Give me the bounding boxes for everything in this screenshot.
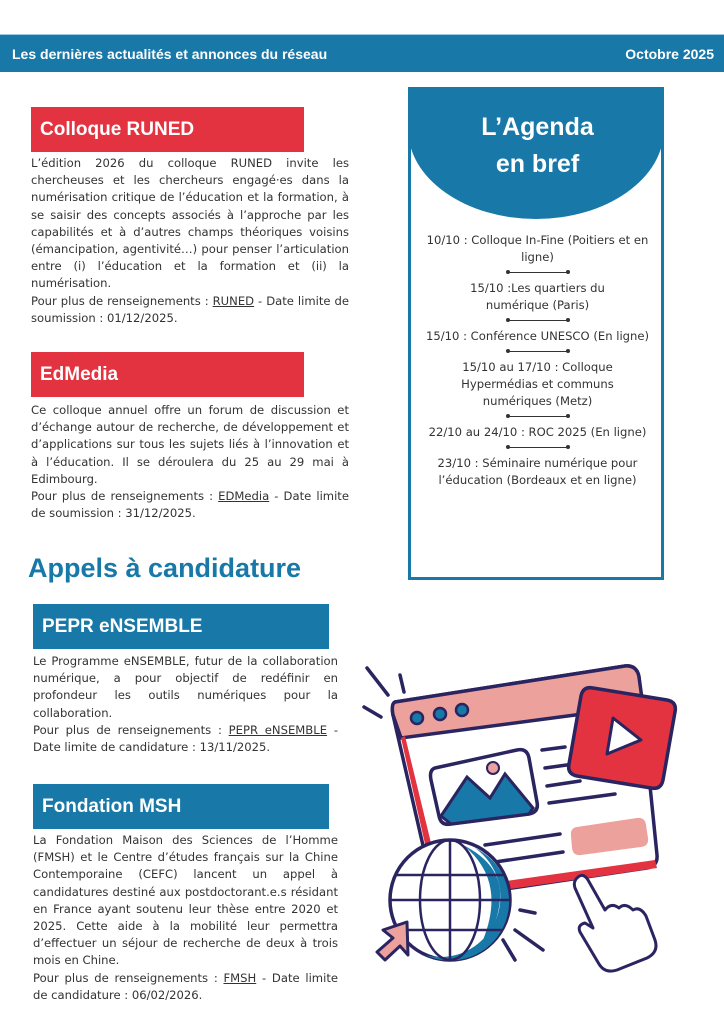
header-title: Les dernières actualités et annonces du réseau: [12, 45, 328, 62]
play-button-icon: [569, 688, 676, 789]
cursor-arrow-icon: [377, 922, 408, 960]
fmsh-article: [33, 832, 338, 1004]
runed-body: L’édition 2026 du colloque RUNED invite les chercheuses et les chercheurs engagé·es dans la numérisation critique de l’éducation et la formation, à se saisir des concepts associés à l’approche par les capabilités et à d’autres champs théoriques voisins (émancipation, agentivité…) pour penser l’articulation entre (i) l’éducation et la formation et (ii) la numérisation.: [31, 156, 349, 291]
edmedia-body: Ce colloque annuel offre un forum de discussion et d’échange autour de recherche, de développement et d’applications sur tous les sujets liés à l’innovation et à l’éducation. Il se déroulera du 25 au 29 mai à Edimbourg.: [31, 403, 349, 486]
agenda-separator: [506, 412, 570, 421]
section-title-fmsh: Fondation MSH: [33, 784, 329, 829]
agenda-item: 15/10 :Les quartiers du numérique (Paris): [470, 281, 605, 312]
agenda-item: 22/10 au 24/10 : ROC 2025 (En ligne): [428, 425, 647, 439]
agenda-separator: [506, 443, 570, 452]
agenda-title-line1: L’Agenda: [481, 113, 594, 141]
runed-link[interactable]: RUNED: [212, 293, 255, 308]
agenda-list: [421, 232, 654, 489]
edmedia-article: [31, 402, 349, 522]
pepr-more: [33, 722, 338, 756]
agenda-title: [411, 109, 664, 183]
runed-more: [31, 293, 349, 327]
edmedia-link[interactable]: EDMedia: [218, 489, 270, 504]
agenda-separator: [506, 268, 570, 277]
runed-more-prefix: Pour plus de renseignements :: [31, 293, 213, 308]
edmedia-more-suffix: - Date limite de soumission : 31/12/2025.: [31, 489, 349, 521]
fmsh-more-prefix: Pour plus de renseignements :: [33, 970, 224, 985]
fmsh-more-suffix: - Date limite de candidature : 06/02/2026.: [33, 970, 339, 1002]
agenda-separator: [506, 347, 570, 356]
pepr-more-prefix: Pour plus de renseignements :: [33, 722, 229, 737]
fmsh-body: La Fondation Maison des Sciences de l’Homme (FMSH) et le Centre d’études français sur la Chine Contemporaine (CEFC) lancent un appel à candidatures destiné aux postdoctorant.e.s résidant en France ayant soutenu leur thèse entre 2020 et 2025. Cette aide à la mobilité leur permettra d’effectuer un séjour de recherche de deux à trois mois en Chine.: [33, 833, 338, 968]
pepr-link[interactable]: PEPR eNSEMBLE: [228, 722, 328, 737]
hand-pointer-icon: [574, 875, 656, 971]
edmedia-more-prefix: Pour plus de renseignements :: [31, 489, 219, 504]
pepr-article: [33, 653, 338, 756]
section-title-runed: Colloque RUNED: [31, 107, 304, 152]
header-bar: [0, 34, 724, 72]
web-media-illustration: [355, 640, 695, 980]
pepr-more-suffix: - Date limite de candidature : 13/11/2025.: [33, 722, 339, 755]
fmsh-link[interactable]: FMSH: [223, 970, 257, 985]
agenda-separator: [506, 316, 570, 325]
fmsh-more: [33, 970, 338, 1004]
agenda-item: 10/10 : Colloque In-Fine (Poitiers et en ligne): [426, 233, 649, 264]
pepr-body: Le Programme eNSEMBLE, futur de la collaboration numérique, a pour objectif de redéfinir en profondeur les outils numériques pour la collaboration.: [33, 654, 338, 720]
runed-article: [31, 155, 349, 327]
header-date: Octobre 2025: [625, 45, 714, 62]
agenda-box: [408, 87, 664, 580]
calls-heading: Appels à candidature: [28, 553, 302, 583]
agenda-item: 15/10 : Conférence UNESCO (En ligne): [425, 329, 650, 343]
agenda-item: 15/10 au 17/10 : Colloque Hypermédias et communs numériques (Metz): [461, 360, 614, 408]
runed-more-suffix: - Date limite de soumission : 01/12/2025.: [31, 293, 349, 325]
section-title-edmedia: EdMedia: [31, 352, 304, 397]
agenda-item: 23/10 : Séminaire numérique pour l’éducation (Bordeaux et en ligne): [437, 456, 638, 487]
edmedia-more: [31, 488, 349, 522]
section-title-pepr: PEPR eNSEMBLE: [33, 604, 329, 649]
agenda-title-line2: en bref: [495, 150, 580, 178]
